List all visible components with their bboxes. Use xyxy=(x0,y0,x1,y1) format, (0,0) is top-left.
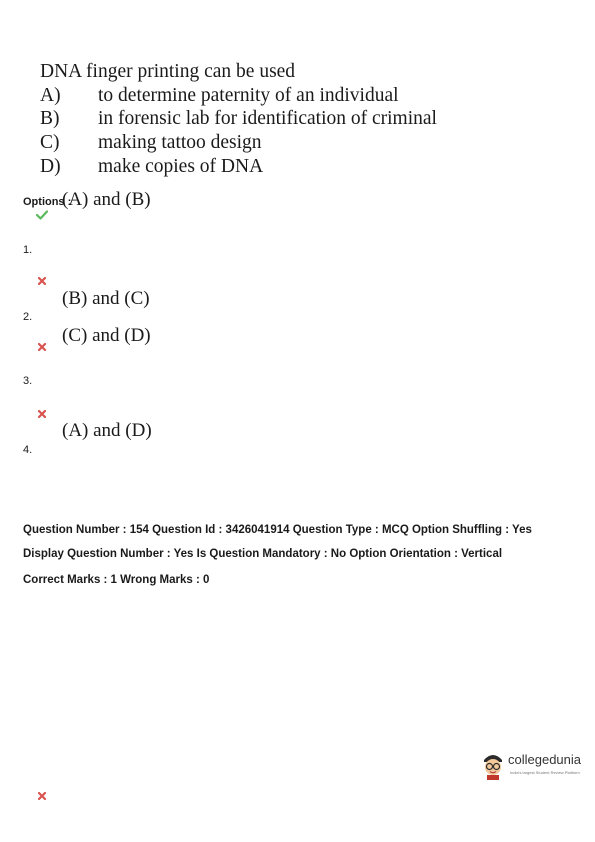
option-1-text: (A) and (B) xyxy=(62,189,151,210)
item-letter: C) xyxy=(40,132,60,153)
question-item-c xyxy=(0,131,595,155)
item-text: make copies of DNA xyxy=(98,156,264,177)
question-meta-line-3: Correct Marks : 1 Wrong Marks : 0 xyxy=(23,574,210,586)
option-1-number: 1. xyxy=(23,244,33,256)
question-stem: DNA finger printing can be used xyxy=(40,61,296,82)
question-item-b xyxy=(0,107,595,131)
cross-icon xyxy=(38,277,46,285)
item-letter: D) xyxy=(40,156,61,177)
item-text: making tattoo design xyxy=(98,132,262,153)
option-4-text: (A) and (D) xyxy=(62,420,152,441)
cross-icon xyxy=(38,792,46,800)
logo-tagline: India's largest Student Review Platform xyxy=(510,770,580,775)
option-2-text: (B) and (C) xyxy=(62,288,150,309)
collegedunia-logo xyxy=(480,748,588,782)
logo-name: collegedunia xyxy=(508,752,582,767)
item-letter: A) xyxy=(40,85,61,106)
check-icon xyxy=(36,210,48,220)
question-item-d xyxy=(0,155,595,179)
question-meta-line-2: Display Question Number : Yes Is Question Mandatory : No Option Orientation : Vertical xyxy=(23,548,503,560)
item-text: in forensic lab for identification of criminal xyxy=(98,108,437,129)
option-2-number: 2. xyxy=(23,311,33,323)
item-letter: B) xyxy=(40,108,60,129)
question-meta-line-1: Question Number : 154 Question Id : 3426041914 Question Type : MCQ Option Shuffling : Yes xyxy=(23,524,532,536)
options-label: Options : xyxy=(23,196,72,208)
cross-icon xyxy=(38,343,46,351)
mascot-icon xyxy=(480,750,506,780)
item-text: to determine paternity of an individual xyxy=(98,85,399,106)
option-4-number: 4. xyxy=(23,444,33,456)
option-3-text: (C) and (D) xyxy=(62,325,151,346)
question-item-a xyxy=(0,84,595,108)
cross-icon xyxy=(38,410,46,418)
option-3-number: 3. xyxy=(23,375,33,387)
